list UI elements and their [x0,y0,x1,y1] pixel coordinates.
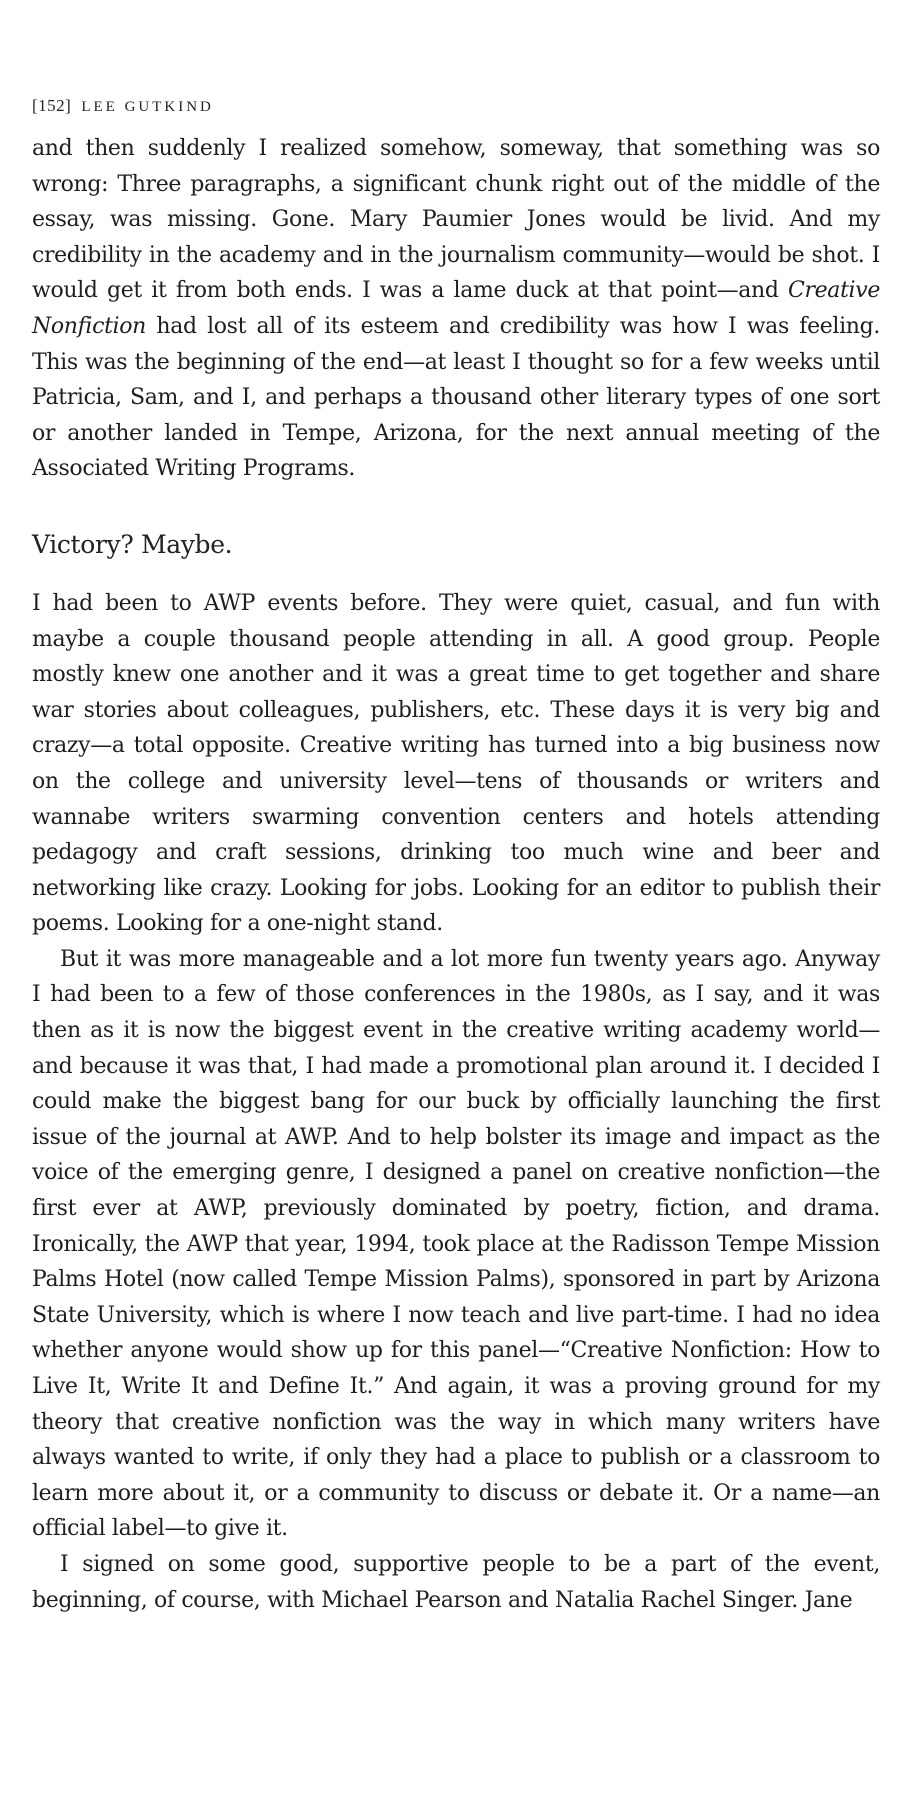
journal-title-italic: Creative Nonfiction [32,278,880,339]
paragraph-3: But it was more manageable and a lot more fun twenty years ago. Anyway I had been to a few of those conferences in the 1980s, as I say, and it was then as it is now the biggest event in the creative writing academy world—and because it was that, I had made a promotional plan around it. I decided I could make the biggest bang for our buck by officially launching the first issue of the journal at AWP. And to help bolster its image and impact as the voice of the emerging genre, I designed a panel on creative nonfiction—the first ever at AWP, previously dominated by poetry, fiction, and drama. Ironically, the AWP that year, 1994, took place at the Radisson Tempe Mission Palms Hotel (now called Tempe Mission Palms), sponsored in part by Arizona State University, which is where I now teach and live part-time. I had no idea whether anyone would show up for this panel—“Creative Nonfiction: How to Live It, Write It and Define It.” And again, it was a proving ground for my theory that creative nonfiction was the way in which many writers have always wanted to write, if only they had a place to publish or a classroom to learn more about it, or a community to discuss or debate it. Or a name—an official label—to give it. [32,946,880,1542]
running-head [32,96,214,116]
paragraph-4: I signed on some good, supportive people to be a part of the event, beginning, of course, with Michael Pearson and Natalia Rachel Singer. Jane [32,1551,880,1613]
running-head-author: LEE GUTKIND [81,99,214,115]
paragraph-2: I had been to AWP events before. They were quiet, casual, and fun with maybe a couple thousand people attending in all. A good group. People mostly knew one another and it was a great time to get together and share war stories about colleagues, publishers, etc. These days it is very big and crazy—a total opposite. Creative writing has turned into a big business now on the college and university level—tens of thousands or writers and wannabe writers swarming convention centers and hotels attending pedagogy and craft sessions, drinking too much wine and beer and networking like crazy. Looking for jobs. Looking for an editor to publish their poems. Looking for a one-night stand. [32,590,880,937]
body-text [32,131,880,1618]
paragraph-1 [32,131,880,487]
section-heading: Victory? Maybe. [32,529,233,559]
page-number: [152] [32,96,72,115]
paragraph-1-start: and then suddenly I realized somehow, someway, that something was so wrong: Three paragraphs, a significant chunk right out of the middle of the essay, was missing. Gone. Mary Paumier Jones would be livid. And my credibility in the academy and in the journalism community—would be shot. I would get it from both ends. I was a lame duck at that point—and [32,136,880,304]
paragraph-1-end: had lost all of its esteem and credibility was how I was feeling. This was the beginning of the end—at least I thought so for a few weeks until Patricia, Sam, and I, and perhaps a thousand other literary types of one sort or another landed in Tempe, Arizona, for the next annual meeting of the Associated Writing Programs. [32,313,880,482]
